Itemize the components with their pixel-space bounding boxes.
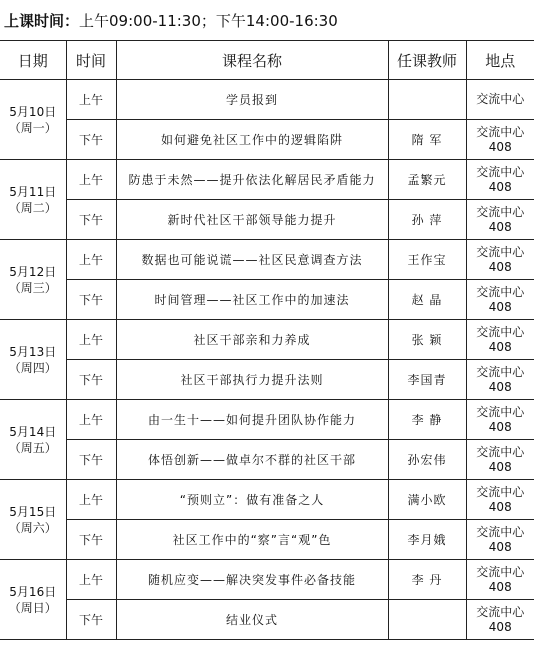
teacher-name: 孟繁元 [388,160,466,200]
schedule-body [0,80,534,640]
weekday-label: （周一） [8,120,57,135]
table-row [0,560,534,600]
table-row [0,600,534,640]
table-row [0,360,534,400]
teacher-name: 隋 军 [388,120,466,160]
location-line: 交流中心 [476,524,525,539]
date-label: 5月15日 [9,504,57,519]
location-line: 交流中心 [476,364,525,379]
date-label: 5月10日 [9,104,57,119]
location-line: 交流中心 [476,92,525,106]
teacher-name: 王作宝 [388,240,466,280]
session-time: 下午 [66,600,116,640]
session-time: 上午 [66,320,116,360]
location-cell [466,560,534,600]
location-line: 交流中心 [476,404,525,419]
session-time: 下午 [66,120,116,160]
location-cell [466,80,534,120]
course-name: “预则立”：做有准备之人 [116,480,388,520]
location-line: 408 [488,459,512,474]
teacher-name: 李 丹 [388,560,466,600]
column-header-course: 课程名称 [116,41,388,80]
session-time: 上午 [66,480,116,520]
schedule-table [0,40,534,640]
date-cell [0,160,66,240]
date-label: 5月11日 [9,184,57,199]
location-line: 交流中心 [476,444,525,459]
weekday-label: （周六） [8,520,57,535]
location-cell [466,120,534,160]
header-row [0,41,534,80]
date-label: 5月13日 [9,344,57,359]
location-line: 408 [488,579,512,594]
course-name: 新时代社区干部领导能力提升 [116,200,388,240]
session-time: 上午 [66,80,116,120]
course-name: 体悟创新——做卓尔不群的社区干部 [116,440,388,480]
table-row [0,280,534,320]
date-label: 5月12日 [9,264,57,279]
location-cell [466,400,534,440]
column-header-teacher: 任课教师 [388,41,466,80]
table-row [0,480,534,520]
location-line: 408 [488,139,512,154]
teacher-name [388,80,466,120]
location-line: 408 [488,339,512,354]
session-time: 上午 [66,400,116,440]
location-cell [466,320,534,360]
location-line: 408 [488,179,512,194]
session-time: 上午 [66,160,116,200]
teacher-name: 孙宏伟 [388,440,466,480]
location-cell [466,160,534,200]
location-line: 交流中心 [476,604,525,619]
weekday-label: （周四） [8,360,57,375]
course-name: 社区工作中的“察”言“观”色 [116,520,388,560]
location-cell [466,600,534,640]
location-line: 交流中心 [476,124,525,139]
table-row [0,400,534,440]
teacher-name: 孙 萍 [388,200,466,240]
teacher-name: 李国青 [388,360,466,400]
column-header-date: 日期 [0,41,66,80]
table-row [0,520,534,560]
weekday-label: （周日） [8,600,57,615]
session-time: 下午 [66,280,116,320]
teacher-name: 张 颖 [388,320,466,360]
table-row [0,160,534,200]
course-name: 随机应变——解决突发事件必备技能 [116,560,388,600]
course-name: 防患于未然——提升依法化解居民矛盾能力 [116,160,388,200]
location-line: 408 [488,539,512,554]
session-time: 下午 [66,360,116,400]
location-cell [466,360,534,400]
column-header-time: 时间 [66,41,116,80]
location-cell [466,280,534,320]
location-line: 408 [488,379,512,394]
session-time: 下午 [66,200,116,240]
date-label: 5月16日 [9,584,57,599]
session-time: 上午 [66,240,116,280]
date-cell [0,480,66,560]
teacher-name: 李 静 [388,400,466,440]
teacher-name [388,600,466,640]
location-line: 交流中心 [476,484,525,499]
date-cell [0,560,66,640]
location-cell [466,240,534,280]
location-line: 交流中心 [476,204,525,219]
date-label: 5月14日 [9,424,57,439]
date-cell [0,240,66,320]
session-time: 下午 [66,440,116,480]
location-cell [466,480,534,520]
teacher-name: 满小欧 [388,480,466,520]
location-cell [466,200,534,240]
location-line: 408 [488,419,512,434]
location-line: 408 [488,299,512,314]
location-cell [466,520,534,560]
column-header-location: 地点 [466,41,534,80]
weekday-label: （周三） [8,280,57,295]
table-row [0,200,534,240]
weekday-label: （周二） [8,200,57,215]
location-cell [466,440,534,480]
class-time-text: 上午09:00-11:30；下午14:00-16:30 [79,12,338,30]
teacher-name: 赵 晶 [388,280,466,320]
location-line: 408 [488,499,512,514]
location-line: 交流中心 [476,284,525,299]
teacher-name: 李月娥 [388,520,466,560]
location-line: 408 [488,619,512,634]
session-time: 下午 [66,520,116,560]
table-row [0,120,534,160]
location-line: 交流中心 [476,324,525,339]
course-name: 数据也可能说谎——社区民意调查方法 [116,240,388,280]
course-name: 学员报到 [116,80,388,120]
date-cell [0,320,66,400]
date-cell [0,80,66,160]
table-row [0,320,534,360]
weekday-label: （周五） [8,440,57,455]
course-name: 由一生十——如何提升团队协作能力 [116,400,388,440]
location-line: 交流中心 [476,164,525,179]
session-time: 上午 [66,560,116,600]
course-name: 结业仪式 [116,600,388,640]
table-row [0,80,534,120]
course-name: 社区干部亲和力养成 [116,320,388,360]
location-line: 交流中心 [476,244,525,259]
table-row [0,240,534,280]
date-cell [0,400,66,480]
course-name: 时间管理——社区工作中的加速法 [116,280,388,320]
class-time-header [4,8,338,34]
location-line: 408 [488,219,512,234]
course-name: 社区干部执行力提升法则 [116,360,388,400]
course-name: 如何避免社区工作中的逻辑陷阱 [116,120,388,160]
location-line: 408 [488,259,512,274]
class-time-label: 上课时间： [4,12,80,30]
location-line: 交流中心 [476,564,525,579]
table-row [0,440,534,480]
